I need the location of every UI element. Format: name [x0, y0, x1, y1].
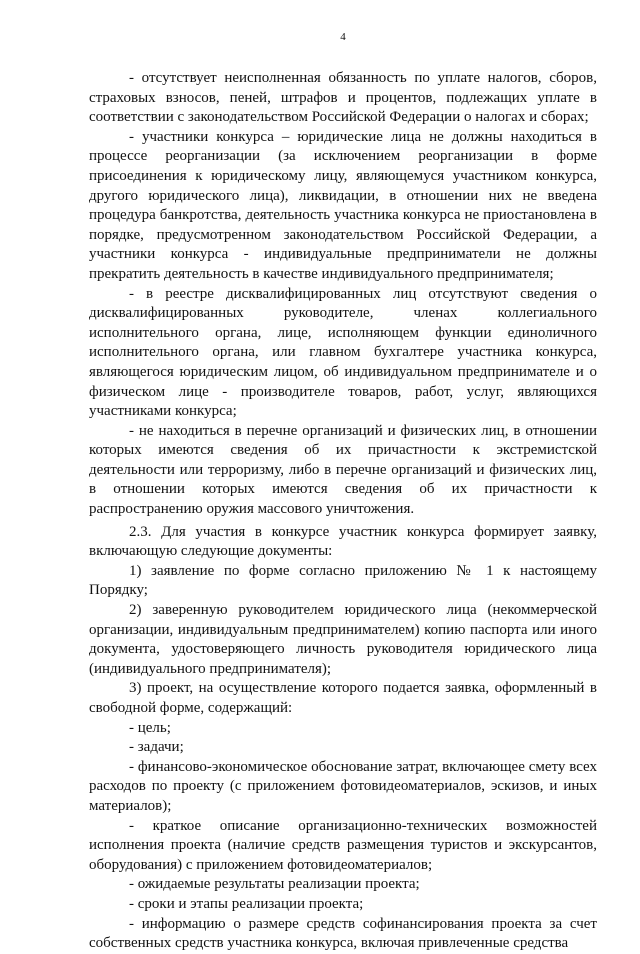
- page-number: 4: [340, 31, 346, 43]
- paragraph-extremism-list: - не находиться в перечне организаций и физических лиц, в отношении которых имеются сведения об их причастности к экстремистской деятельности или терроризму, либо в перечне организаций и физических лиц, в отношении которых имеются сведения об их причастности к распространению оружия массового уничтожения.: [89, 422, 597, 518]
- list-item-cofinancing: - информацию о размере средств софинансирования проекта за счет собственных средств участника конкурса, включая привлеченные средства: [89, 915, 597, 952]
- list-item-technical-capabilities: - краткое описание организационно-технических возможностей исполнения проекта (наличие средств размещения туристов и экскурсантов, оборудования) с приложением фотовидеоматериалов;: [89, 817, 597, 873]
- paragraph-no-reorganization: - участники конкурса – юридические лица не должны находиться в процессе реорганизации (за исключением реорганизации в форме присоединения к юридическому лицу, являющемуся участником конкурса, другого юридического лица), ликвидации, в отношении них не введена процедура банкротства, деятельность участника конкурса не приостановлена в порядке, предусмотренном законодательством Российской Федерации, а участники конкурса - индивидуальные предприниматели не должны прекратить деятельность в качестве индивидуального предпринимателя;: [89, 128, 597, 282]
- list-item-passport-copy: 2) заверенную руководителем юридического лица (некоммерческой организации, индивидуальным предпринимателем) копию паспорта или иного документа, удостоверяющего личность руководителя юридического лица (индивидуального предпринимателя);: [89, 602, 597, 677]
- list-item-timeline: - сроки и этапы реализации проекта;: [129, 895, 364, 912]
- paragraph-section-2-3: 2.3. Для участия в конкурсе участник конкурса формирует заявку, включающую следующие документы:: [89, 523, 597, 560]
- list-item-application-form: 1) заявление по форме согласно приложению № 1 к настоящему Порядку;: [89, 562, 597, 599]
- list-item-project: 3) проект, на осуществление которого подается заявка, оформленный в свободной форме, содержащий:: [89, 680, 597, 716]
- list-item-goal: - цель;: [129, 719, 171, 736]
- list-item-financial-justification: - финансово-экономическое обоснование затрат, включающее смету всех расходов по проекту (с приложением фотовидеоматериалов, эскизов, и иных материалов);: [89, 758, 597, 814]
- list-item-tasks: - задачи;: [129, 739, 184, 756]
- paragraph-disqualified-registry: - в реестре дисквалифицированных лиц отсутствуют сведения о дисквалифицированных руководителе, членах коллегиального исполнительного органа, лице, исполняющем функции единоличного исполнительного органа, или главном бухгалтере участника конкурса, являющегося юридическим лицом, об индивидуальном предпринимателе и о физическом лице - производителе товаров, работ, услуг, являющихся участниками конкурса;: [89, 285, 597, 420]
- paragraph-no-tax-debt: - отсутствует неисполненная обязанность по уплате налогов, сборов, страховых взносов, пеней, штрафов и процентов, подлежащих уплате в соответствии с законодательством Российской Федерации о налогах и сборах;: [89, 70, 597, 126]
- list-item-expected-results: - ожидаемые результаты реализации проекта;: [129, 876, 420, 893]
